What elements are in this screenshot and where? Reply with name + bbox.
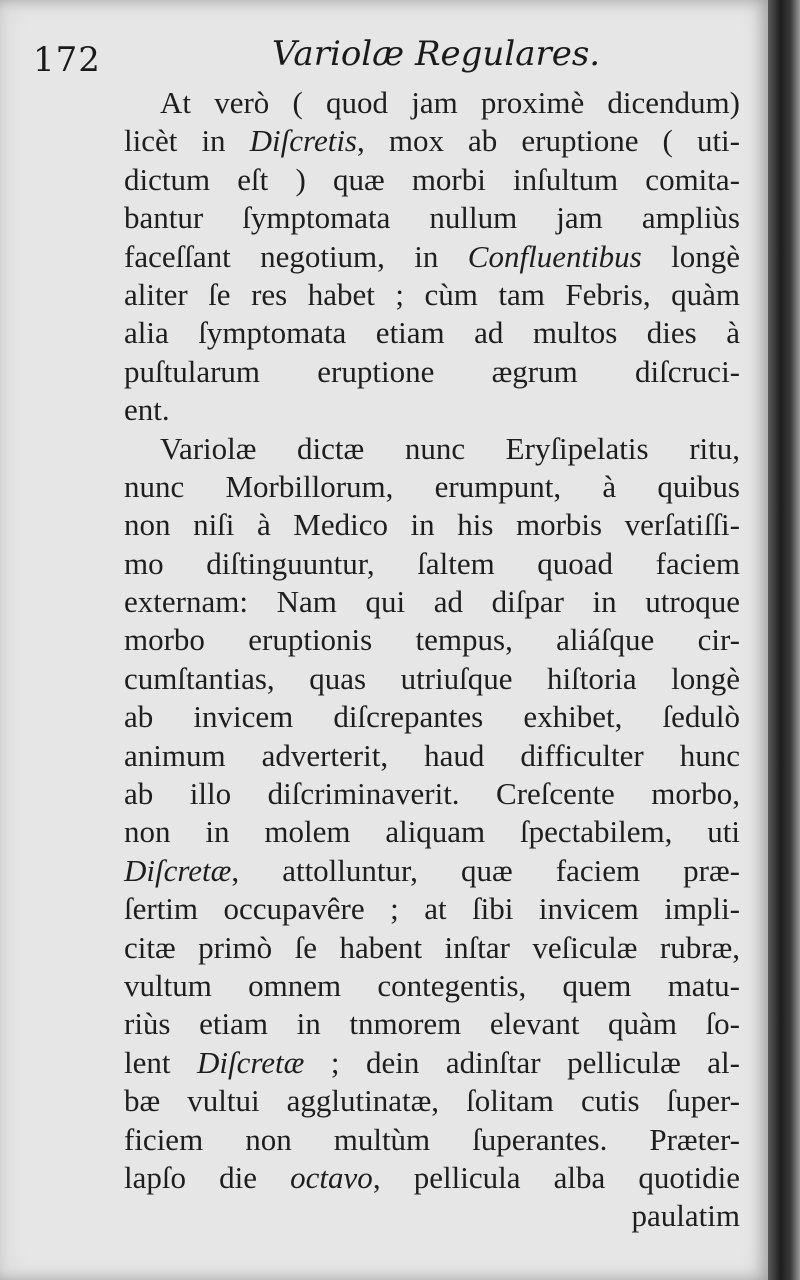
italic-term: Diſcretæ [197, 1044, 305, 1080]
text-line [124, 852, 740, 890]
text-line: ab illo diſcriminaverit. Creſcente morbo, [124, 776, 740, 812]
text-line: morbo eruptionis tempus, aliáſque cir- [124, 622, 740, 658]
text-line: externam: Nam qui ad diſpar in utroque [124, 584, 740, 620]
text-line: ab invicem diſcrepantes exhibet, ſedulò [124, 699, 740, 735]
text-line: riùs etiam in tnmorem elevant quàm ſo- [124, 1006, 740, 1042]
text-line: non in molem aliquam ſpectabilem, uti [124, 814, 740, 850]
text-line: lent Diſcretæ ; dein adinſtar pelliculæ al- [124, 1044, 740, 1080]
page-number: 172 [33, 40, 101, 80]
text-line: puſtularum eruptione ægrum diſcruci- [124, 353, 740, 389]
text-line: non niſi à Medico in his morbis verſatiſſi- [124, 507, 740, 543]
text-line: nunc Morbillorum, erumpunt, à quibus [124, 468, 740, 504]
text-line: Variolæ dictæ nunc Eryſipelatis ritu, [160, 430, 740, 466]
italic-term: Diſcretæ [124, 852, 232, 888]
text-line: ſertim occupavêre ; at ſibi invicem impli- [124, 891, 740, 927]
text-line: At verò ( quod jam proximè dicendum) [160, 85, 740, 120]
italic-term: octavo [290, 1159, 373, 1195]
italic-term: Confluentibus [467, 238, 642, 274]
running-head: Variolæ Regulares. [272, 34, 601, 74]
book-gutter-edge [768, 0, 800, 1280]
text-line: licèt in Diſcretis, mox ab eruptione ( uti- [124, 123, 740, 159]
body-text [124, 84, 740, 1236]
text-fragment: ; dein adinſtar pelliculæ al- [304, 1044, 740, 1080]
text-line: ficiem non multùm ſuperantes. Præter- [124, 1121, 740, 1157]
text-fragment: , mox ab eruptione ( uti- [357, 123, 740, 159]
text-line: citæ primò ſe habent inſtar veſiculæ rubræ, [124, 929, 740, 965]
text-line: alia ſymptomata etiam ad multos dies à [124, 315, 740, 351]
text-line: cumſtantias, quas utriuſque hiſtoria longè [124, 660, 740, 696]
text-line: faceſſant negotium, in Confluentibus longè [124, 238, 740, 274]
text-fragment: , attolluntur, quæ faciem præ- [231, 852, 740, 888]
text-line: lapſo die octavo, pellicula alba quotidie [124, 1159, 740, 1195]
text-line: animum adverterit, haud difficulter hunc [124, 737, 740, 773]
text-line: ent. [124, 392, 170, 428]
italic-term: Diſcretis [249, 123, 357, 159]
text-line: dictum eſt ) quæ morbi inſultum comita- [124, 161, 740, 197]
text-line: vultum omnem contegentis, quem matu- [124, 967, 740, 1003]
text-fragment: , pellicula alba quotidie [372, 1159, 740, 1195]
text-line: bæ vultui agglutinatæ, ſolitam cutis ſuper- [124, 1083, 740, 1119]
catchword: paulatim [631, 1198, 740, 1234]
text-fragment: longè [641, 238, 740, 274]
text-line: bantur ſymptomata nullum jam ampliùs [124, 200, 740, 236]
text-line: aliter ſe res habet ; cùm tam Febris, quàm [124, 276, 740, 312]
text-line: mo diſtinguuntur, ſaltem quoad faciem [124, 545, 740, 581]
